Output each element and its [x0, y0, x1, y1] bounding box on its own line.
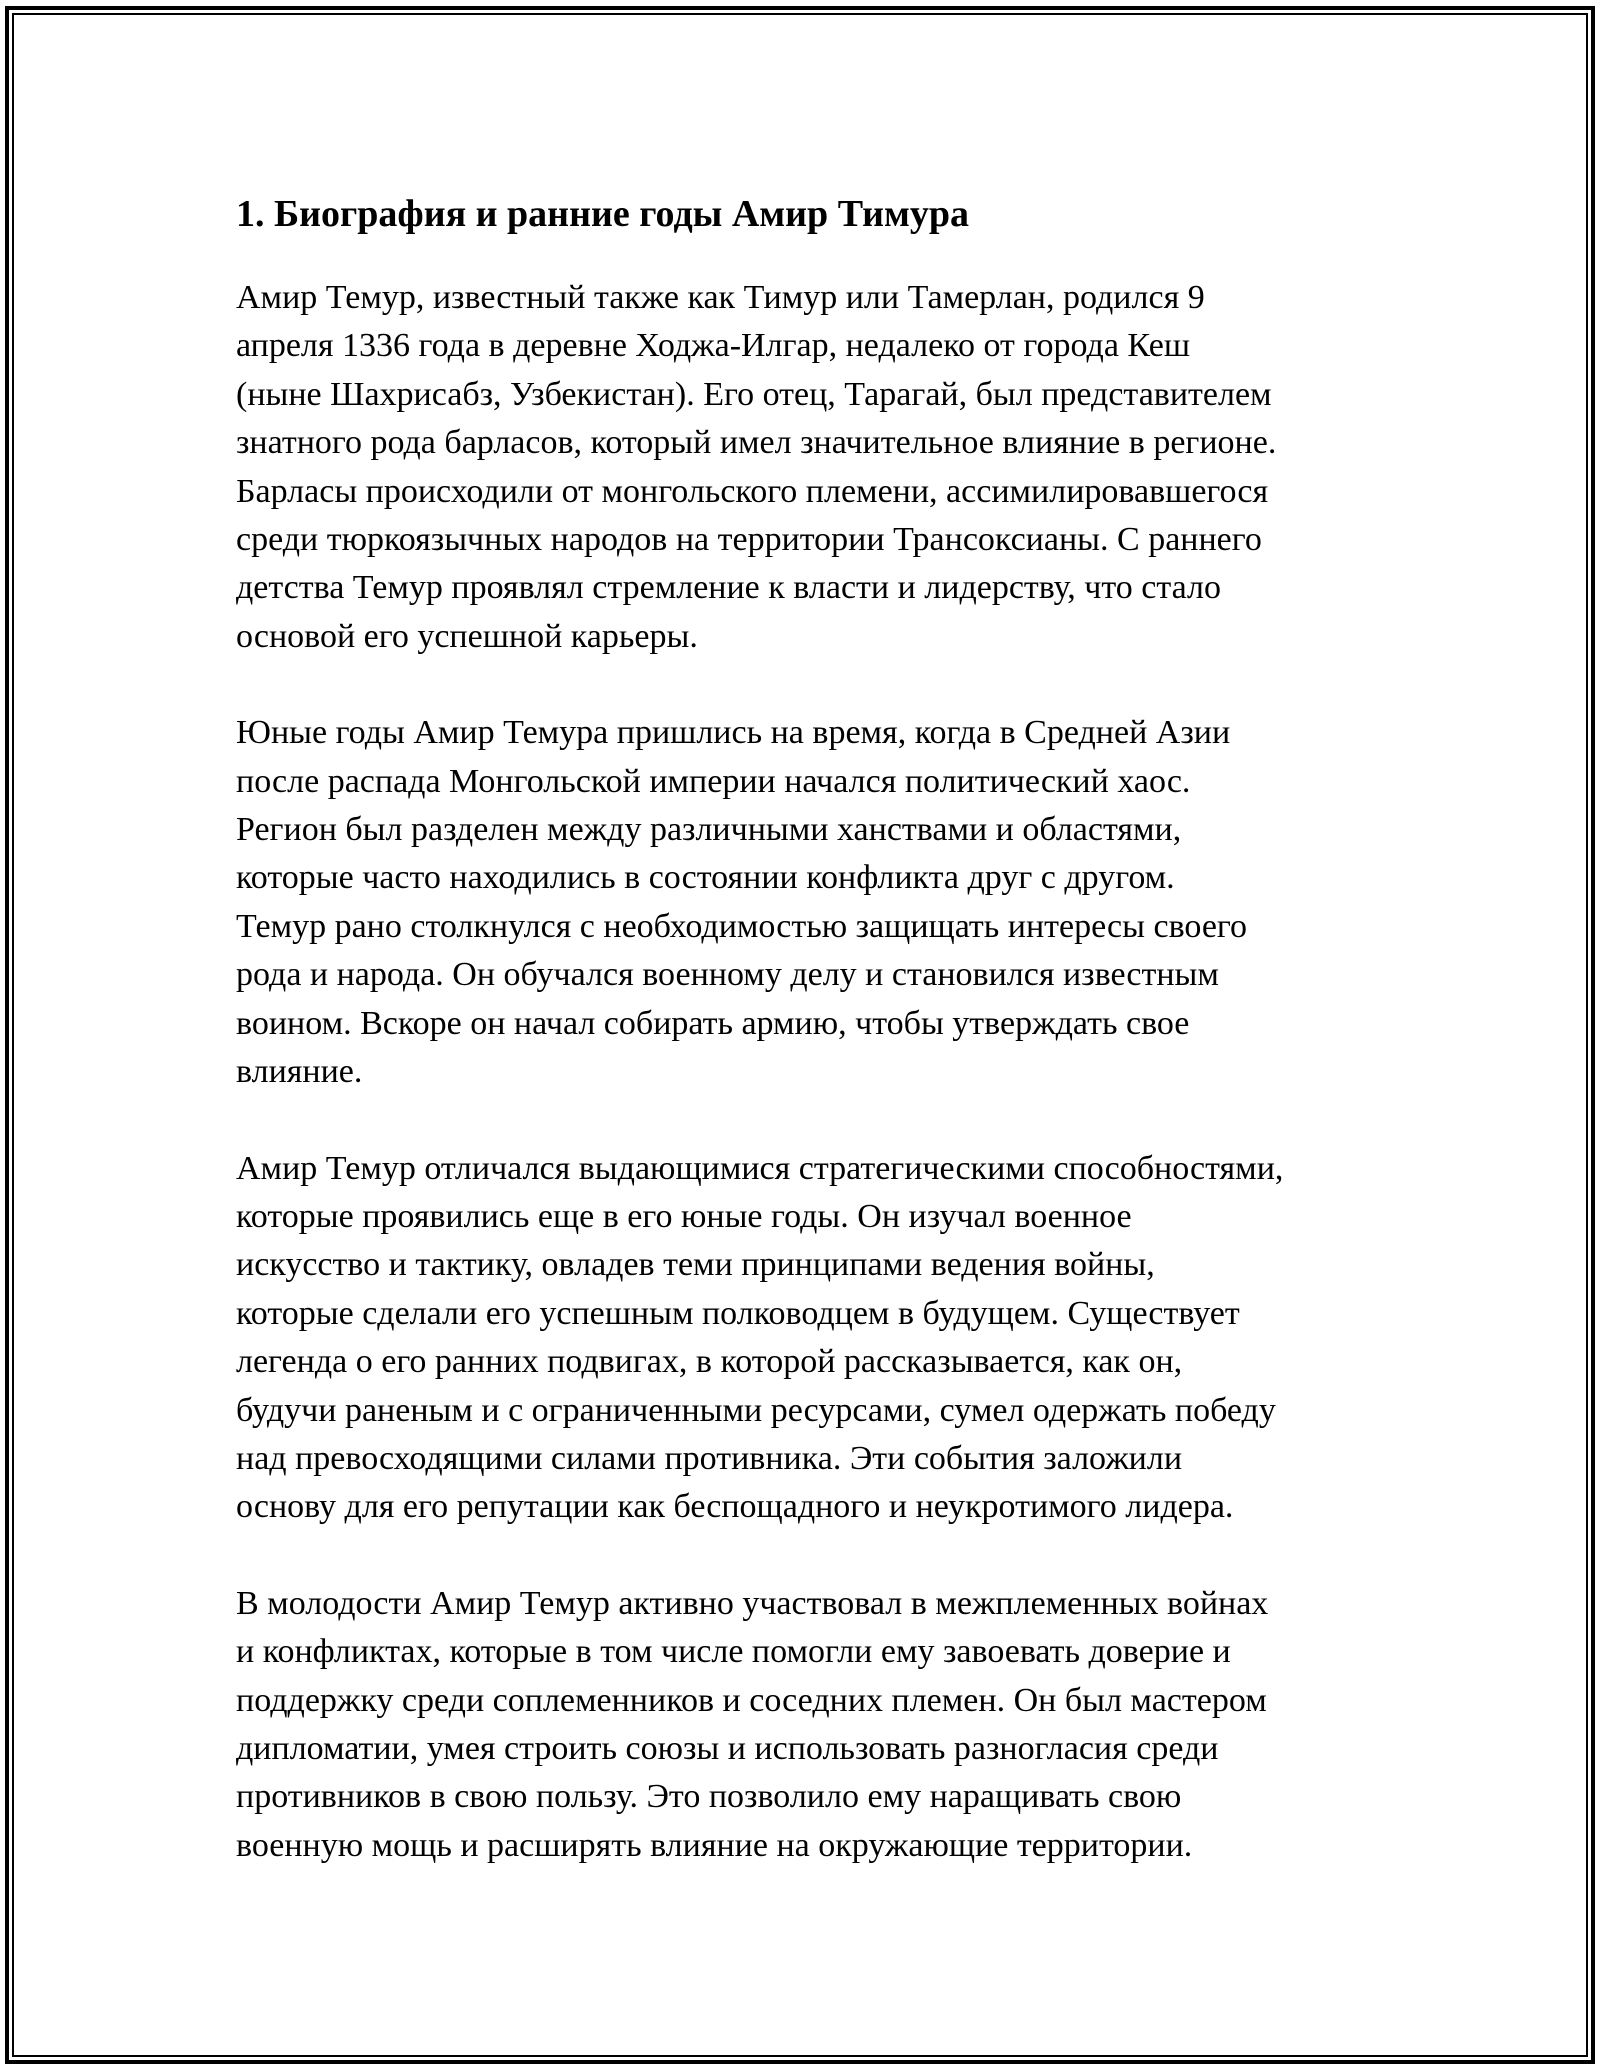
paragraph-line: Юные годы Амир Темура пришлись на время, когда в Средней Азии	[236, 714, 1231, 752]
paragraph-line: искусство и тактику, овладев теми принципами ведения войны,	[236, 1246, 1155, 1284]
paragraph-line: Амир Темур отличался выдающимися стратегическими способностями,	[236, 1149, 1284, 1187]
paragraph-line: апреля 1336 года в деревне Ходжа-Илгар, недалеко от города Кеш	[236, 327, 1191, 365]
paragraph-line: рода и народа. Он обучался военному делу и становился известным	[236, 956, 1219, 994]
document-body	[236, 184, 1376, 1918]
paragraph-line: основой его успешной карьеры.	[236, 617, 698, 655]
paragraph-line: поддержку среди соплеменников и соседних племен. Он был мастером	[236, 1681, 1267, 1719]
paragraph-line: противников в свою пользу. Это позволило ему наращивать свою	[236, 1778, 1182, 1816]
paragraph	[236, 274, 1376, 661]
paragraph	[236, 1145, 1376, 1532]
paragraph-line: Барласы происходили от монгольского племени, ассимилировавшегося	[236, 472, 1269, 510]
paragraph-line: воином. Вскоре он начал собирать армию, чтобы утверждать свое	[236, 1004, 1190, 1042]
paragraph	[236, 709, 1376, 1096]
paragraph-line: детства Темур проявлял стремление к власти и лидерству, что стало	[236, 569, 1222, 607]
paragraph-line: дипломатии, умея строить союзы и использовать разногласия среди	[236, 1729, 1219, 1767]
paragraph-line: Регион был разделен между различными ханствами и областями,	[236, 811, 1182, 849]
paragraph-line: военную мощь и расширять влияние на окружающие территории.	[236, 1826, 1193, 1864]
paragraph-line: знатного рода барласов, который имел значительное влияние в регионе.	[236, 424, 1277, 462]
paragraph-line: легенда о его ранних подвигах, в которой рассказывается, как он,	[236, 1343, 1183, 1381]
paragraph-line: которые часто находились в состоянии конфликта друг с другом.	[236, 859, 1175, 897]
paragraph-line: которые проявились еще в его юные годы. Он изучал военное	[236, 1197, 1132, 1235]
paragraph-line: будучи раненым и с ограниченными ресурсами, сумел одержать победу	[236, 1391, 1276, 1429]
paragraph-line: Темур рано столкнулся с необходимостью защищать интересы своего	[236, 907, 1248, 945]
paragraph-line: которые сделали его успешным полководцем в будущем. Существует	[236, 1294, 1240, 1332]
paragraph-line: влияние.	[236, 1053, 363, 1091]
section-heading: 1. Биография и ранние годы Амир Тимура	[236, 193, 970, 235]
paragraph-line: и конфликтах, которые в том числе помогли ему завоевать доверие и	[236, 1633, 1231, 1671]
paragraph-line: Амир Темур, известный также как Тимур или Тамерлан, родился 9	[236, 279, 1205, 316]
paragraph-line: основу для его репутации как беспощадного и неукротимого лидера.	[236, 1488, 1234, 1526]
paragraph	[236, 1580, 1376, 1870]
paragraph-line: В молодости Амир Темур активно участвовал в межплеменных войнах	[236, 1584, 1269, 1622]
paragraph-line: среди тюркоязычных народов на территории Трансоксианы. С раннего	[236, 521, 1262, 559]
paragraph-line: после распада Монгольской империи начался политический хаос.	[236, 762, 1191, 800]
paragraph-line: над превосходящими силами противника. Эти события заложили	[236, 1439, 1183, 1477]
paragraphs-container	[236, 274, 1376, 1870]
paragraph-line: (ныне Шахрисабз, Узбекистан). Его отец, Тарагай, был представителем	[236, 375, 1272, 413]
